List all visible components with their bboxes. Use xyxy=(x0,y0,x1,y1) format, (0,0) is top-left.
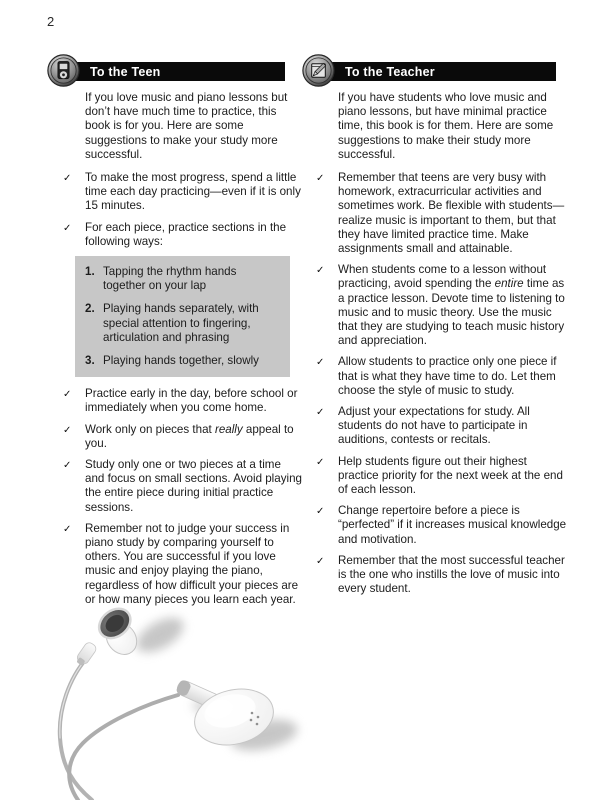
item-text: Allow students to practice only one piece if that is what they have time to do. Let them choose the style of music to study. xyxy=(338,355,557,397)
teen-bullet-list-top xyxy=(63,171,303,249)
check-icon: ✓ xyxy=(316,555,325,567)
item-text: Playing hands together, slowly xyxy=(103,354,259,368)
teen-header-label: To the Teen xyxy=(90,64,161,79)
item-number: 3. xyxy=(85,354,95,368)
teacher-header-label: To the Teacher xyxy=(345,64,435,79)
item-text: Remember that teens are very busy with homework, extracurricular activities and sometimes work. Be flexible with students—realize music is important to them, but that they have limited practice time. Make assignments small and attainable. xyxy=(338,171,565,256)
item-text: Practice early in the day, before school or immediately when you come home. xyxy=(85,387,298,415)
item-text: Help students figure out their highest practice priority for the next week at the end of each lesson. xyxy=(338,454,563,497)
item-text: When students come to a lesson without practicing, avoid spending the entire time as a practice lesson. Devote time to listening to music and to music theory. Use the music that they are studying to teach music history and appreciation. xyxy=(338,263,565,348)
teacher-header-bar xyxy=(318,62,556,81)
practice-steps-box xyxy=(75,256,290,377)
check-icon: ✓ xyxy=(63,523,72,535)
numbered-item xyxy=(85,302,282,345)
item-text: Remember not to judge your success in piano study by comparing yourself to others. You are successful if you love music and enjoy playing the piano, regardless of how difficult your pieces are or how many pieces you learn each year. xyxy=(85,521,299,606)
teacher-section-header xyxy=(302,54,572,88)
bullet-item xyxy=(316,263,570,348)
bullet-item xyxy=(316,554,570,597)
item-text: Adjust your expectations for study. All students do not have to participate in auditions, contests or recitals. xyxy=(338,405,530,447)
item-text: Work only on pieces that really appeal to you. xyxy=(85,422,294,450)
bullet-item xyxy=(316,355,570,398)
bullet-item xyxy=(316,504,570,547)
bullet-item xyxy=(63,171,303,214)
item-number: 1. xyxy=(85,265,95,279)
earbuds-photo xyxy=(8,583,318,800)
bullet-item xyxy=(316,455,570,498)
check-icon: ✓ xyxy=(63,222,72,234)
check-icon: ✓ xyxy=(316,456,325,468)
check-icon: ✓ xyxy=(316,357,325,369)
bullet-item xyxy=(63,458,303,515)
numbered-item xyxy=(85,265,282,293)
bullet-item xyxy=(63,221,303,249)
item-text: Change repertoire before a piece is “perfected” if it increases musical knowledge and motivation. xyxy=(338,504,567,546)
item-number: 2. xyxy=(85,302,95,316)
check-icon: ✓ xyxy=(63,460,72,472)
page-number: 2 xyxy=(47,14,55,29)
item-text: Playing hands separately, with special attention to fingering, articulation and phrasing xyxy=(103,302,259,344)
bullet-item xyxy=(316,405,570,448)
check-icon: ✓ xyxy=(63,389,72,401)
teen-bullet-list-bottom xyxy=(63,387,303,607)
numbered-item xyxy=(85,354,282,368)
bullet-item xyxy=(316,171,570,256)
teen-column xyxy=(63,91,303,614)
check-icon: ✓ xyxy=(316,265,325,277)
item-text: Tapping the rhythm hands together on your lap xyxy=(103,265,237,293)
check-icon: ✓ xyxy=(63,173,72,185)
teen-intro-paragraph: If you love music and piano lessons but don’t have much time to practice, this book is for you. Here are some suggestions to make your study more successful. xyxy=(85,91,288,161)
item-text: Remember that the most successful teacher is the one who instills the love of music into every student. xyxy=(338,553,565,596)
check-icon: ✓ xyxy=(63,424,72,436)
item-text: For each piece, practice sections in the following ways: xyxy=(85,220,287,248)
teacher-column xyxy=(316,91,570,604)
bullet-item xyxy=(63,387,303,415)
bullet-item xyxy=(63,423,303,451)
notepad-pencil-icon xyxy=(302,54,335,87)
check-icon: ✓ xyxy=(316,506,325,518)
item-text: To make the most progress, spend a little time each day practicing—even if it is only 15 minutes. xyxy=(85,171,301,213)
teacher-intro-paragraph: If you have students who love music and piano lessons, but have minimal practice time, this book is for them. Here are some suggestions to make their study more successful. xyxy=(338,91,554,161)
teacher-bullet-list xyxy=(316,171,570,596)
teen-header-bar xyxy=(63,62,285,81)
item-text: Study only one or two pieces at a time and focus on small sections. Avoid playing the entire piece during initial practice sessions. xyxy=(85,458,302,514)
check-icon: ✓ xyxy=(316,173,325,185)
check-icon: ✓ xyxy=(316,407,325,419)
ipod-icon xyxy=(47,54,80,87)
teen-section-header xyxy=(47,54,300,88)
